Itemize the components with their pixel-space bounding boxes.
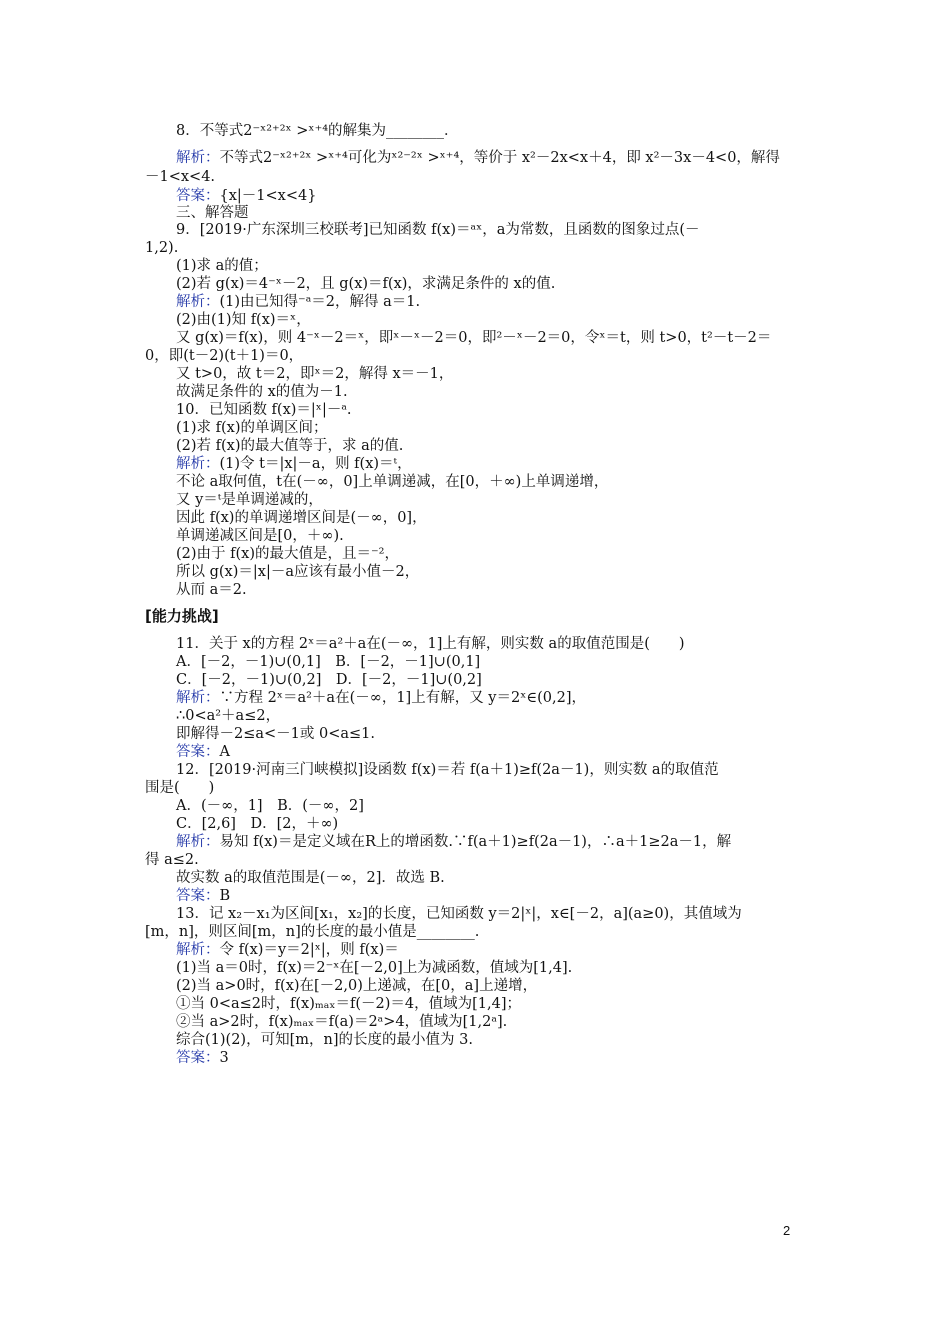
- text-line: [176, 149, 780, 167]
- line-text: 9．[2019·广东深圳三校联考]已知函数 f(x)＝ᵃˣ，a为常数，且函数的图象过点(－: [176, 222, 700, 238]
- answer-label: 答案：: [176, 188, 220, 204]
- text-line: [145, 239, 178, 257]
- text-line: [176, 635, 685, 653]
- line-text: [m，n]，则区间[m，n]的长度的最小值是________.: [145, 924, 480, 940]
- line-text: 不论 a取何值，t在(－∞，0]上单调递减，在[0，＋∞)上单调递增，: [176, 474, 609, 490]
- text-line: [176, 401, 352, 419]
- line-text: (1)由已知得⁻ᵃ＝2，解得 a＝1.: [219, 294, 421, 310]
- section-heading: [能力挑战]: [145, 607, 219, 625]
- text-line: [176, 473, 608, 491]
- answer-label: 答案：: [176, 744, 220, 760]
- text-line: [176, 257, 268, 275]
- line-text: (1)当 a＝0时，f(x)＝2⁻ˣ在[－2,0]上为减函数，值域为[1,4].: [176, 960, 573, 976]
- text-line: [176, 204, 249, 222]
- line-text: 不等式2⁻ˣ²⁺²ˣ >ˣ⁺⁴可化为ˣ²⁻²ˣ >ˣ⁺⁴，等价于 x²－2x<x＋4，即 x²－3x－4<0，解得: [219, 150, 780, 166]
- text-line: [176, 725, 375, 743]
- text-line: [176, 959, 572, 977]
- text-line: [176, 527, 344, 545]
- text-line: [176, 329, 771, 347]
- text-line: [176, 122, 459, 140]
- text-line: [176, 545, 399, 563]
- text-line: [176, 797, 364, 815]
- line-text: 13．记 x₂－x₁为区间[x₁，x₂]的长度，已知函数 y＝2|ˣ|，x∈[－2，a](a≥0)，其值域为: [176, 906, 742, 922]
- line-text: (2)由于 f(x)的最大值是，且＝⁻²，: [176, 546, 399, 562]
- text-line: [176, 293, 420, 311]
- line-text: 3: [219, 1050, 229, 1066]
- line-text: 因此 f(x)的单调递增区间是(－∞，0]，: [176, 510, 427, 526]
- line-text: 三、解答题: [176, 205, 249, 221]
- text-line: [176, 275, 555, 293]
- line-text: B: [219, 888, 231, 904]
- text-line: [145, 168, 215, 186]
- line-text: A．(－∞，1] B．(－∞，2]: [176, 798, 364, 814]
- text-line: [176, 437, 403, 455]
- page-number: 2: [783, 1223, 791, 1238]
- line-text: C．[－2，－1)∪(0,2] D．[－2，－1]∪(0,2]: [176, 672, 482, 688]
- line-text: －1<x<4.: [145, 169, 216, 185]
- text-line: [176, 743, 230, 761]
- text-line: [176, 491, 323, 509]
- line-text: 8．不等式2⁻ˣ²⁺²ˣ >ˣ⁺⁴的解集为________．: [176, 123, 459, 139]
- line-text: ①当 0<a≤2时，f(x)ₘₐₓ＝f(－2)＝4，值域为[1,4]；: [176, 996, 521, 1012]
- line-text: 从而 a＝2.: [176, 582, 247, 598]
- line-text: (1)求 f(x)的单调区间；: [176, 420, 328, 436]
- text-line: [176, 671, 482, 689]
- answer-label: 答案：: [176, 1050, 220, 1066]
- line-text: (2)由(1)知 f(x)＝ˣ，: [176, 312, 311, 328]
- line-text: 令 f(x)＝y＝2|ˣ|，则 f(x)＝: [219, 942, 399, 958]
- text-line: [176, 761, 719, 779]
- line-text: A: [219, 744, 230, 760]
- text-line: [176, 977, 537, 995]
- text-line: [176, 707, 280, 725]
- line-text: 即解得－2≤a<－1或 0<a≤1.: [176, 726, 376, 742]
- line-text: A．[－2，－1)∪(0,1] B．[－2，－1]∪(0,1]: [176, 654, 481, 670]
- line-text: 11．关于 x的方程 2ˣ＝a²＋a在(－∞，1]上有解，则实数 a的取值范围是( ): [176, 636, 685, 652]
- answer-label: 解析：: [176, 690, 220, 706]
- line-text: ②当 a>2时，f(x)ₘₐₓ＝f(a)＝2ᵃ>4，值域为[1,2ᵃ].: [176, 1014, 508, 1030]
- text-line: [176, 869, 445, 887]
- answer-label: 解析：: [176, 150, 220, 166]
- text-line: [145, 347, 303, 365]
- line-text: 1,2).: [145, 240, 179, 256]
- text-line: [176, 365, 453, 383]
- line-text: 又 g(x)＝f(x)，则 4⁻ˣ－2＝ˣ，即ˣ－ˣ－2＝0，即²－ˣ－2＝0，令ˣ＝t，则 t>0，t²－t－2＝: [176, 330, 772, 346]
- answer-label: 解析：: [176, 942, 220, 958]
- line-text: {x|－1<x<4}: [219, 188, 317, 204]
- text-line: [176, 905, 742, 923]
- text-line: [176, 689, 586, 707]
- line-text: (1)求 a的值；: [176, 258, 268, 274]
- text-line: [176, 653, 480, 671]
- line-text: (2)若 f(x)的最大值等于，求 a的值.: [176, 438, 404, 454]
- text-line: [176, 563, 419, 581]
- text-line: [176, 419, 328, 437]
- text-line: [145, 923, 479, 941]
- text-line: [176, 383, 348, 401]
- text-line: [145, 851, 199, 869]
- text-line: [176, 995, 521, 1013]
- line-text: 易知 f(x)＝是定义域在R上的增函数.∵f(a＋1)≥f(2a－1)，∴a＋1≥2a－1，解: [219, 834, 732, 850]
- line-text: 围是( ): [145, 780, 215, 796]
- text-line: [176, 455, 412, 473]
- line-text: 又 t>0，故 t＝2，即ˣ＝2，解得 x＝－1，: [176, 366, 454, 382]
- line-text: ∵方程 2ˣ＝a²＋a在(－∞，1]上有解，又 y＝2ˣ∈(0,2]，: [219, 690, 586, 706]
- text-line: [176, 833, 731, 851]
- line-text: 10．已知函数 f(x)＝|ˣ|－ᵃ.: [176, 402, 352, 418]
- text-line: [176, 941, 399, 959]
- text-line: [176, 1049, 229, 1067]
- line-text: C．[2,6] D．[2，＋∞): [176, 816, 339, 832]
- text-line: [145, 779, 214, 797]
- answer-label: 解析：: [176, 294, 220, 310]
- text-line: [176, 887, 230, 905]
- line-text: (2)若 g(x)＝4⁻ˣ－2，且 g(x)＝f(x)，求满足条件的 x的值.: [176, 276, 556, 292]
- line-text: ∴0<a²＋a≤2，: [176, 708, 281, 724]
- text-line: [176, 815, 338, 833]
- text-line: [176, 311, 311, 329]
- line-text: 综合(1)(2)，可知[m，n]的长度的最小值为 3.: [176, 1032, 473, 1048]
- line-text: 12．[2019·河南三门峡模拟]设函数 f(x)＝若 f(a＋1)≥f(2a－1)，则实数 a的取值范: [176, 762, 719, 778]
- line-text: (2)当 a>0时，f(x)在[－2,0)上递减，在[0，a]上递增，: [176, 978, 538, 994]
- text-line: [176, 1031, 473, 1049]
- line-text: 0，即(t－2)(t＋1)＝0，: [145, 348, 304, 364]
- answer-label: 解析：: [176, 456, 220, 472]
- text-line: [176, 509, 427, 527]
- answer-label: 解析：: [176, 834, 220, 850]
- line-text: 单调递减区间是[0，＋∞).: [176, 528, 344, 544]
- line-text: 故实数 a的取值范围是(－∞，2]．故选 B.: [176, 870, 445, 886]
- line-text: 所以 g(x)＝|x|－a应该有最小值－2，: [176, 564, 420, 580]
- line-text: 又 y＝ᵗ是单调递减的，: [176, 492, 323, 508]
- line-text: 得 a≤2.: [145, 852, 199, 868]
- text-line: [176, 581, 247, 599]
- text-line: [176, 221, 700, 239]
- line-text: 故满足条件的 x的值为－1.: [176, 384, 348, 400]
- line-text: (1)令 t＝|x|－a，则 f(x)＝ᵗ，: [219, 456, 412, 472]
- text-line: [176, 187, 316, 205]
- text-line: [176, 1013, 507, 1031]
- answer-label: 答案：: [176, 888, 220, 904]
